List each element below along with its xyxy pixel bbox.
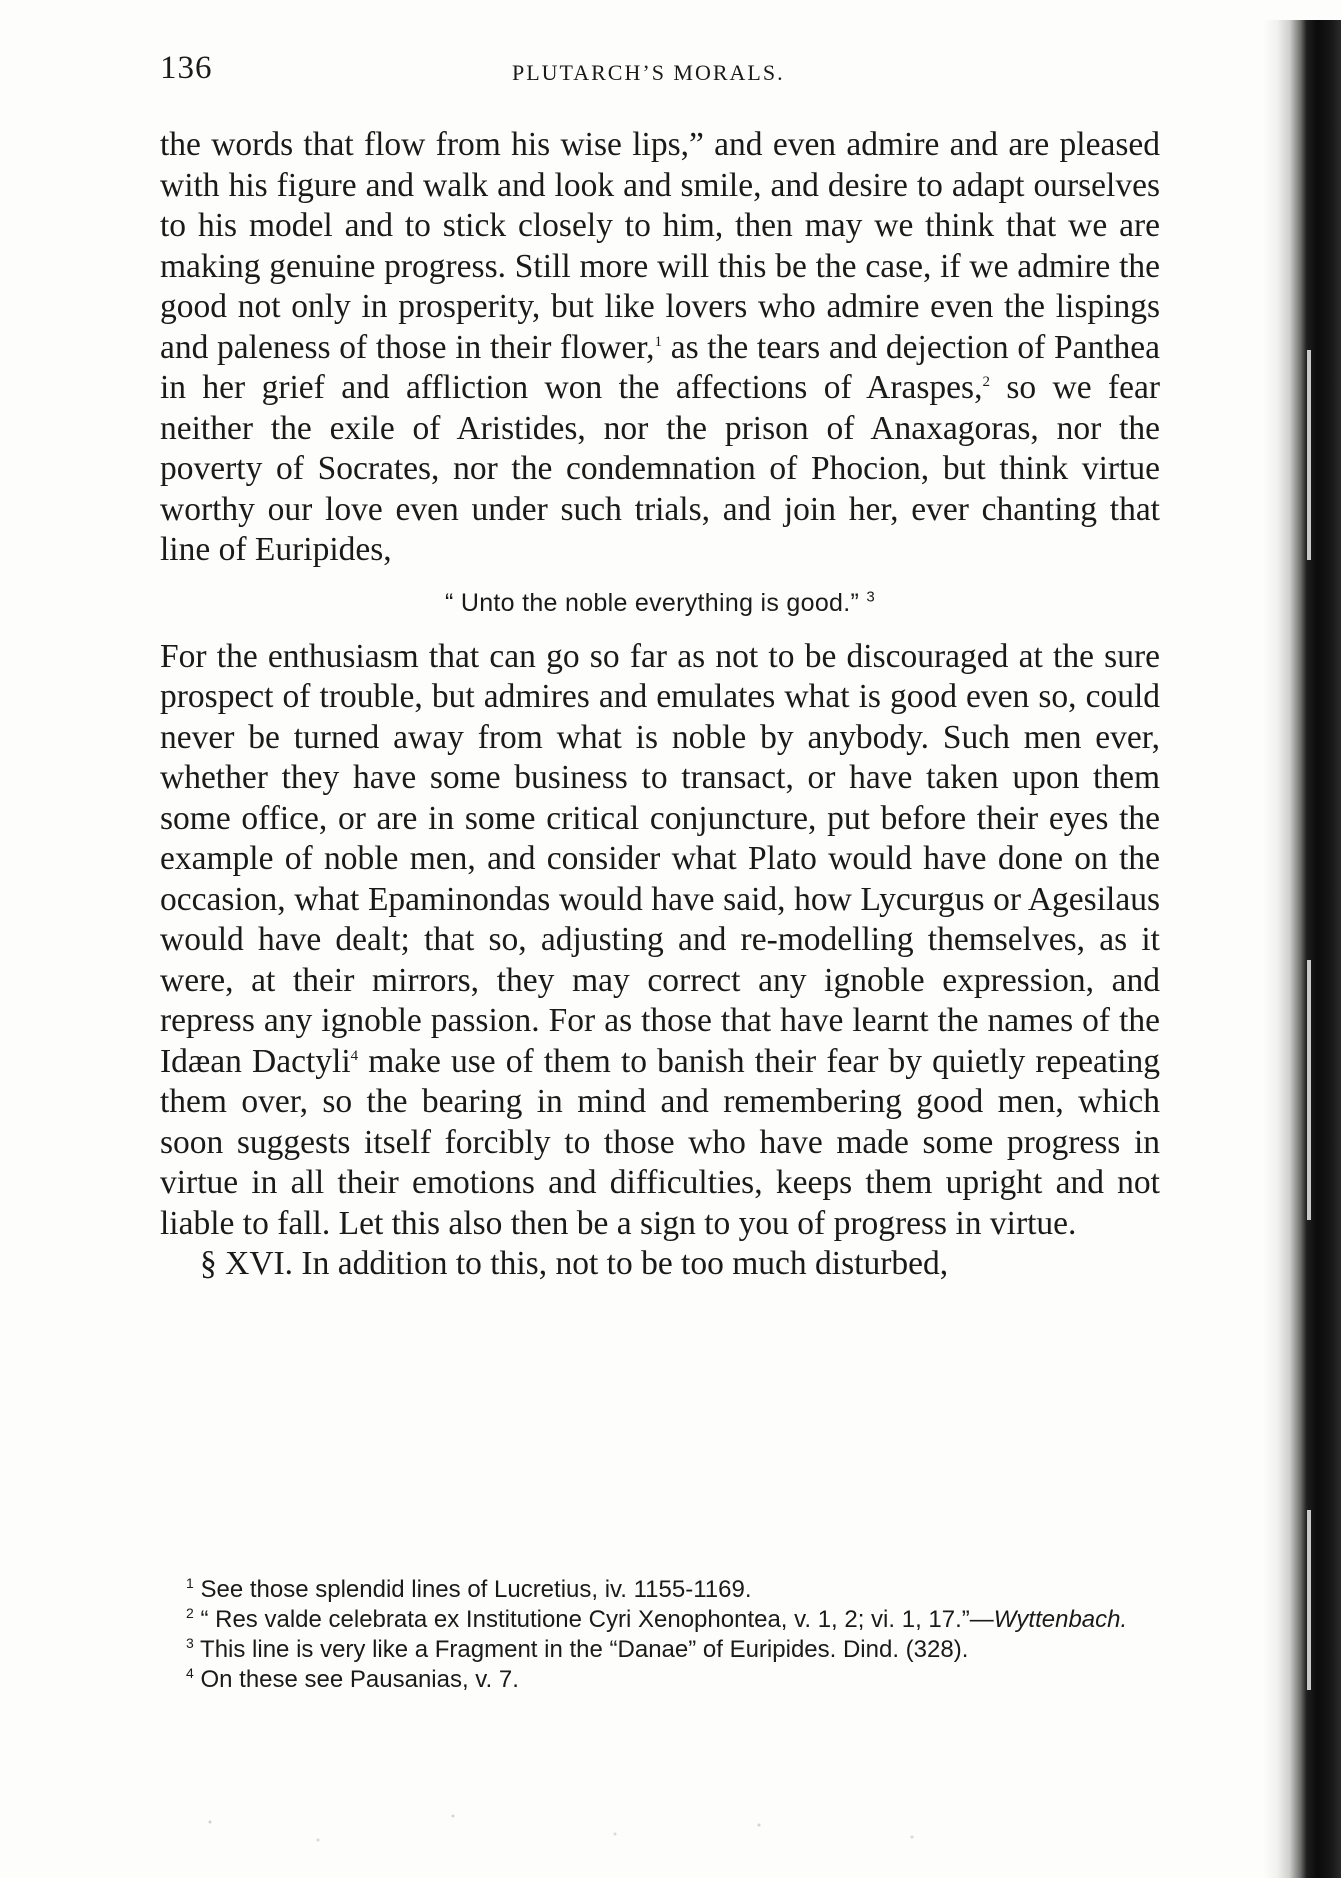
binding-streak bbox=[1307, 960, 1311, 1220]
footnote-number: 2 bbox=[186, 1605, 194, 1621]
running-title: PLUTARCH’S MORALS. bbox=[512, 60, 785, 85]
footnote-number: 3 bbox=[186, 1635, 194, 1651]
footnote bbox=[160, 1575, 1160, 1605]
page-number: 136 bbox=[160, 50, 213, 86]
section-mark: § XVI. bbox=[200, 1245, 294, 1282]
verse-quote bbox=[160, 585, 1160, 621]
footnote-number: 1 bbox=[186, 1575, 194, 1591]
footnote-ref: 2 bbox=[982, 373, 990, 390]
paragraph-text: make use of them to banish their fear by quietly repeating them over, so the bearing in mind and remembering good men, which soon suggests itself forcibly to those who have made some progress in virtue in all their emotions and difficulties, keeps them upright and not liable to fall. Let this also then be a sign to you of progress in virtue. bbox=[160, 1042, 1160, 1242]
binding-streak bbox=[1307, 350, 1311, 560]
paragraph-text: For the enthusiasm that can go so far as not to be discouraged at the sure prospect of trouble, but admires and emulates what is good even so, could never be turned away from what is noble by anybody. Such men ever, whether they have some business to transact, or have taken upon them some office, or are in some critical conjuncture, put before their eyes the example of noble men, and consider what Plato would have done on the occasion, what Epaminondas would have said, how Lycurgus or Agesilaus would have dealt; that so, adjusting and re-modelling themselves, as it were, at their mirrors, they may correct any ignoble expression, and repress any ignoble passion. For as those that have learnt the names of the Idæan Dactyli bbox=[160, 637, 1160, 1080]
body-text bbox=[160, 125, 1160, 1285]
footnote bbox=[160, 1605, 1160, 1635]
paragraph-text: In addition to this, not to be too much disturbed, bbox=[293, 1245, 949, 1282]
footnote-author: Wyttenbach. bbox=[993, 1606, 1128, 1633]
footnote-ref: 3 bbox=[866, 588, 876, 606]
footnote-text: “ Res valde celebrata ex Institutione Cyri Xenophontea, v. 1, 2; vi. 1, 17.”— bbox=[193, 1606, 994, 1633]
paragraph-text: the words that flow from his wise lips,” and even admire and are pleased with his figure and walk and look and smile, and desire to adapt ourselves to his model and to stick closely to him, then may we think that we are making genuine progress. Still more will this be the case, if we admire the good not only in prosperity, but like lovers who admire even the lispings and paleness of those in their flower, bbox=[160, 126, 1160, 366]
footnote-ref: 4 bbox=[350, 1047, 359, 1064]
paragraph bbox=[160, 125, 1160, 571]
running-head bbox=[160, 50, 1160, 96]
footnote-text: This line is very like a Fragment in the “Danae” of Euripides. Dind. (328). bbox=[193, 1636, 969, 1663]
footnote bbox=[160, 1665, 1160, 1695]
footnote-text: On these see Pausanias, v. 7. bbox=[193, 1666, 519, 1693]
footnote bbox=[160, 1635, 1160, 1665]
quote-text: “ Unto the noble everything is good.” bbox=[444, 588, 860, 617]
footnote-text: See those splendid lines of Lucretius, iv. 1155-1169. bbox=[193, 1576, 752, 1603]
footnote-ref: 1 bbox=[654, 333, 663, 350]
paragraph bbox=[160, 637, 1160, 1245]
scan-speckle bbox=[120, 1798, 1020, 1858]
footnotes bbox=[160, 1575, 1160, 1695]
section-paragraph bbox=[160, 1244, 1160, 1285]
book-binding-edge bbox=[1263, 20, 1341, 1878]
footnote-number: 4 bbox=[186, 1665, 194, 1681]
binding-streak bbox=[1307, 1510, 1311, 1690]
paragraph-text: so we fear neither the exile of Aristides, nor the prison of Anaxagoras, nor the poverty of Socrates, nor the condemnation of Phocion, but think virtue worthy our love even under such trials, and join her, ever chanting that line of Euripides, bbox=[160, 369, 1160, 568]
paragraph-text: as the tears and dejection of Panthea in her grief and affliction won the affections of Araspes, bbox=[160, 328, 1160, 406]
